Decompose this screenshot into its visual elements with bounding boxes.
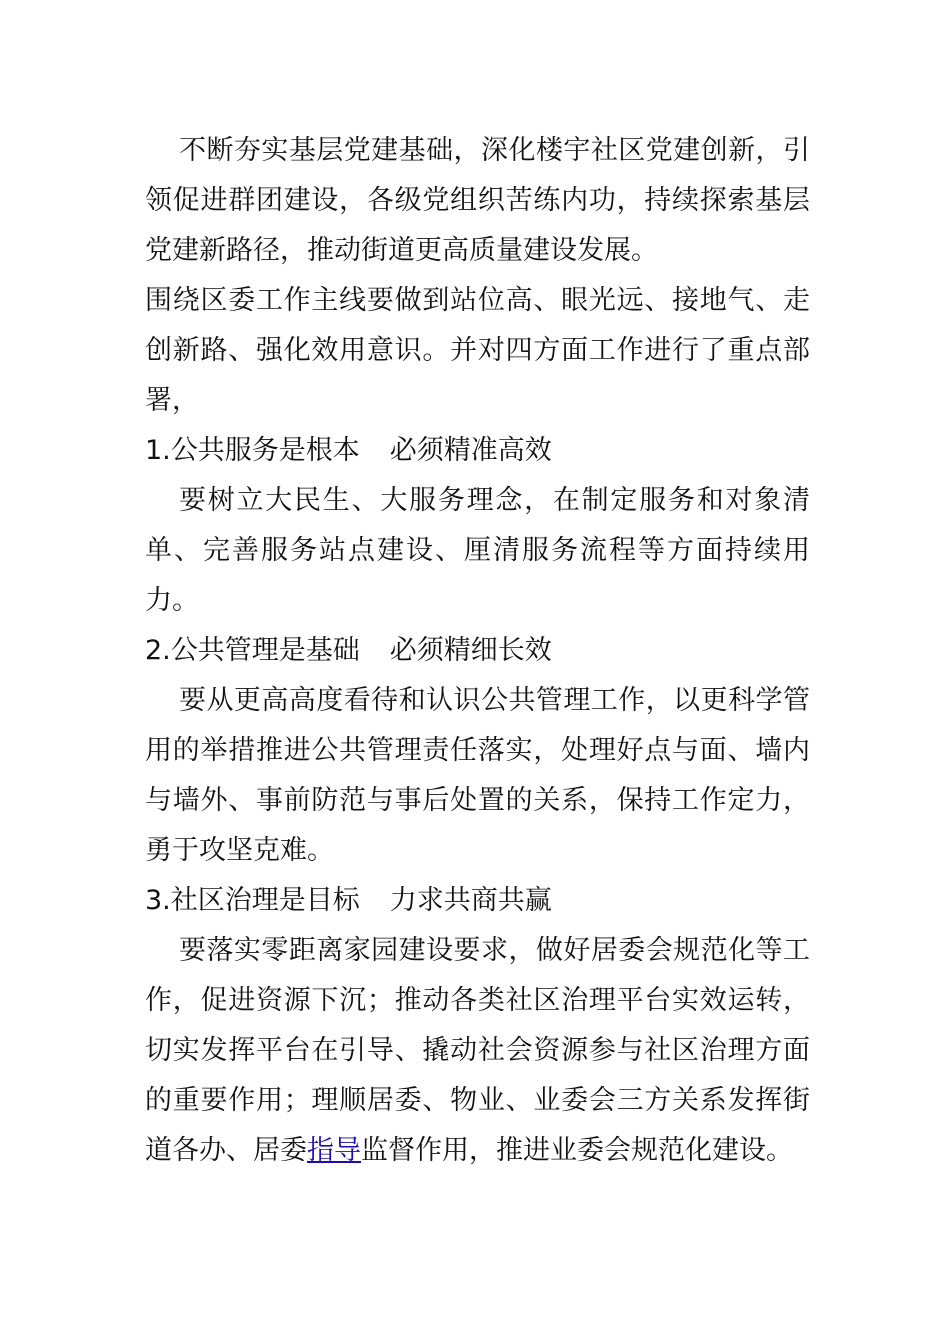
section-subtitle: 必须精细长效 — [389, 635, 552, 666]
section-body-3 — [145, 926, 810, 1176]
section-heading-2 — [145, 626, 810, 676]
intro-paragraph: 不断夯实基层党建基础，深化楼宇社区党建创新，引领促进群团建设，各级党组织苦练内功，持续探索基层党建新路径，推动街道更高质量建设发展。 — [145, 135, 810, 266]
section-body-text: 要落实零距离家园建设要求，做好居委会规范化等工作，促进资源下沉；推动各类社区治理平台实效运转，切实发挥平台在引导、撬动社会资源参与社区治理方面的重要作用；理顺居委、物业、业委会三方关系发挥街道各办、居委 — [145, 935, 810, 1166]
section-subtitle: 必须精准高效 — [389, 435, 552, 466]
deployment-paragraph: 围绕区委工作主线要做到站位高、眼光远、接地气、走创新路、强化效用意识。并对四方面工作进行了重点部署， — [145, 285, 810, 416]
section-number: 3. — [145, 885, 171, 916]
section-body-text-end: 监督作用，推进业委会规范化建设。 — [361, 1135, 793, 1166]
section-body-2: 要从更高高度看待和认识公共管理工作，以更科学管用的举措推进公共管理责任落实，处理好点与面、墙内与墙外、事前防范与事后处置的关系，保持工作定力，勇于攻坚克难。 — [145, 685, 810, 866]
section-body-1: 要树立大民生、大服务理念，在制定服务和对象清单、完善服务站点建设、厘清服务流程等方面持续用力。 — [145, 485, 810, 616]
section-number: 2. — [145, 635, 171, 666]
section-heading-3 — [145, 876, 810, 926]
section-title: 社区治理是目标 — [170, 885, 360, 916]
section-title: 公共服务是根本 — [170, 435, 360, 466]
document-body — [145, 126, 810, 1176]
section-subtitle: 力求共商共赢 — [389, 885, 552, 916]
section-number: 1. — [145, 435, 171, 466]
section-title: 公共管理是基础 — [170, 635, 360, 666]
guidance-link[interactable]: 指导 — [307, 1135, 361, 1166]
section-heading-1 — [145, 426, 810, 476]
